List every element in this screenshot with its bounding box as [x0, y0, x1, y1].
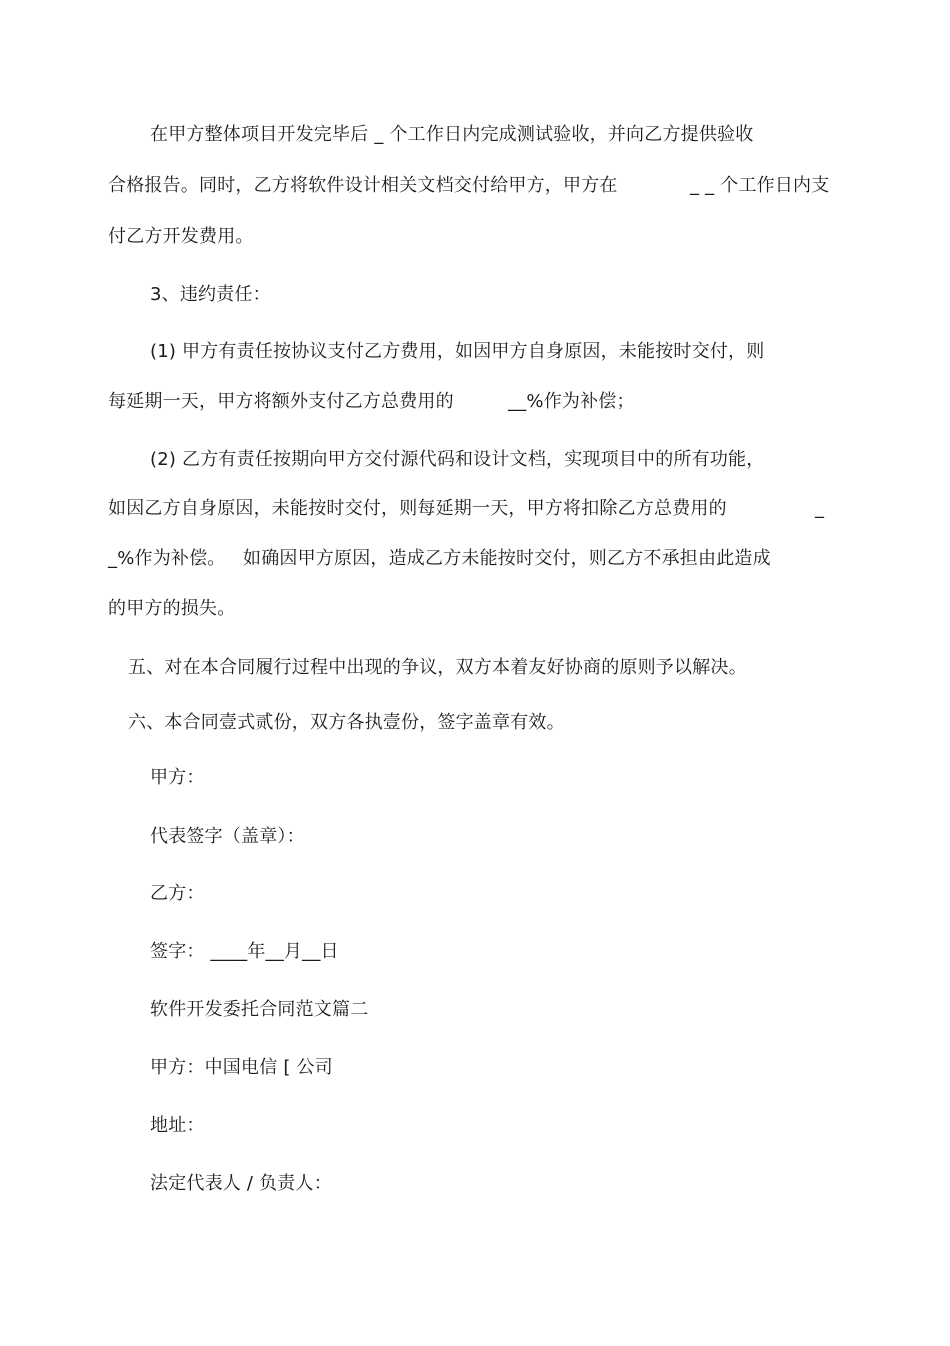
address-label: 地址：	[150, 1115, 205, 1136]
text-line: 每延期一天，甲方将额外支付乙方总费用的	[108, 391, 454, 412]
text-line: 五、对在本合同履行过程中出现的争议，双方本着友好协商的原则予以解决。	[128, 657, 747, 678]
party-a-name: 甲方：中国电信 [ 公司	[150, 1057, 333, 1078]
legal-representative-label: 法定代表人 / 负责人：	[150, 1173, 332, 1194]
text-line: 合格报告。同时，乙方将软件设计相关文档交付给甲方，甲方在	[108, 175, 618, 196]
signature-label: 代表签字（盖章）：	[150, 826, 305, 847]
text-line: _ _ 个工作日内支	[690, 175, 830, 196]
text-line: 付乙方开发费用。	[108, 226, 254, 247]
section-heading: 3、违约责任：	[150, 284, 271, 305]
text-line: 如因乙方自身原因，未能按时交付，则每延期一天，甲方将扣除乙方总费用的	[108, 498, 727, 519]
party-a-label: 甲方：	[150, 767, 205, 788]
text-line: (1) 甲方有责任按协议支付乙方费用，如因甲方自身原因，未能按时交付，则	[150, 341, 765, 362]
party-b-label: 乙方：	[150, 883, 205, 904]
text-line: 六、本合同壹式贰份，双方各执壹份，签字盖章有效。	[128, 712, 565, 733]
text-line: 在甲方整体项目开发完毕后 _ 个工作日内完成测试验收，并向乙方提供验收	[150, 124, 754, 145]
signature-date-line: 签字： ____年__月__日	[150, 941, 339, 962]
section-title: 软件开发委托合同范文篇二	[150, 999, 369, 1020]
text-line: 如确因甲方原因，造成乙方未能按时交付，则乙方不承担由此造成	[243, 548, 771, 569]
text-line: _	[815, 498, 825, 519]
text-line: _%作为补偿。	[108, 548, 226, 569]
text-line: __%作为补偿；	[508, 391, 635, 412]
text-line: 的甲方的损失。	[108, 598, 236, 619]
text-line: (2) 乙方有责任按期向甲方交付源代码和设计文档，实现项目中的所有功能，	[150, 449, 765, 470]
